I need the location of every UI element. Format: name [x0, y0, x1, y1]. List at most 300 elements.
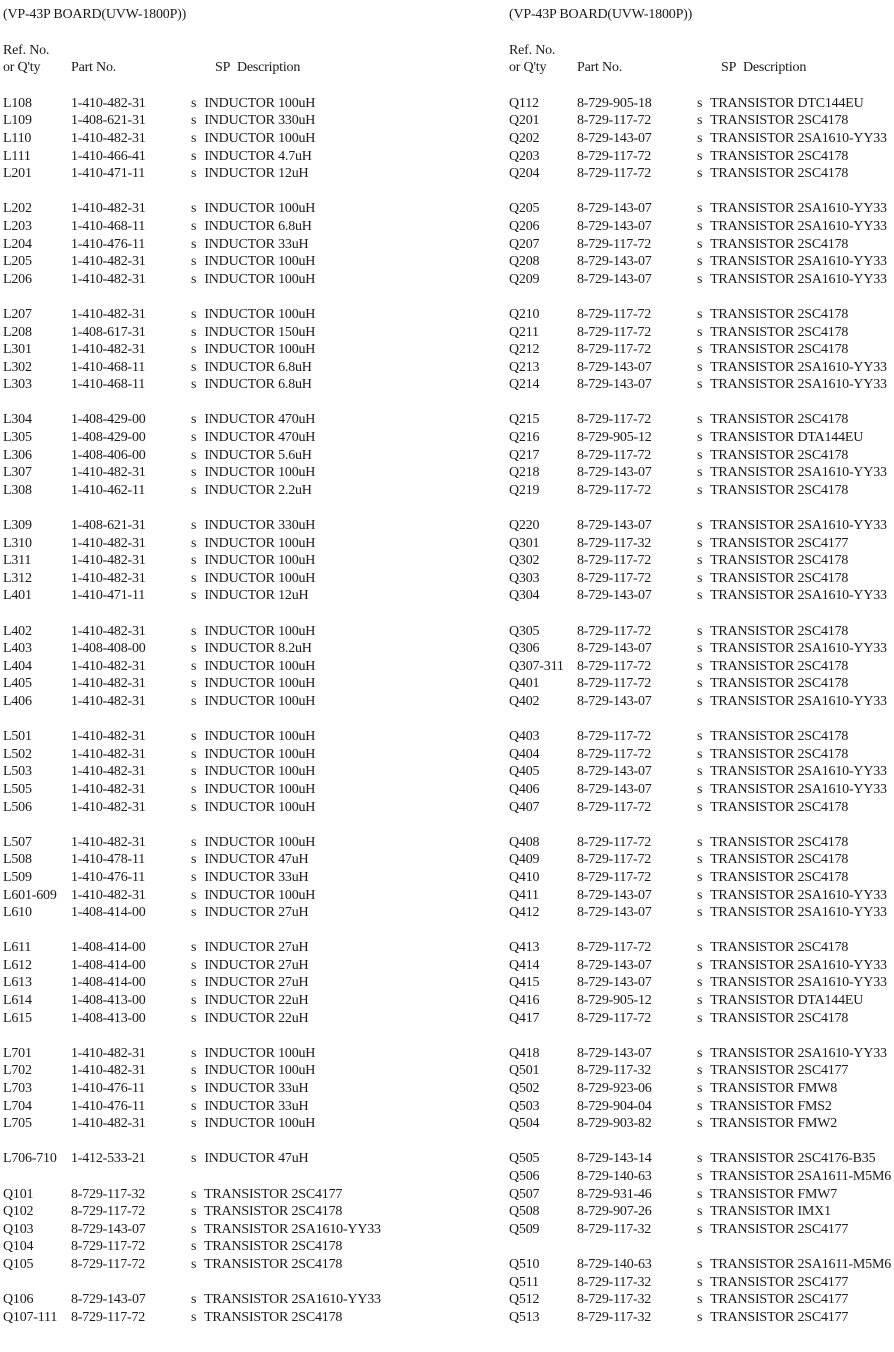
- part-row: [509, 728, 894, 746]
- ref-no: L111: [3, 148, 31, 164]
- sp-flag: s: [191, 905, 197, 921]
- ref-no: L706-710: [3, 1151, 57, 1167]
- part-row: [3, 658, 433, 676]
- part-row: [509, 623, 894, 641]
- ref-no: Q103: [3, 1221, 34, 1237]
- sp-flag: s: [697, 1045, 703, 1061]
- part-no: 1-410-482-31: [71, 1063, 146, 1079]
- parts-group: [3, 200, 433, 288]
- part-no: 1-408-413-00: [71, 1010, 146, 1026]
- part-no: 8-729-905-12: [577, 430, 652, 446]
- part-row: [3, 200, 433, 218]
- sp-flag: s: [191, 1292, 197, 1308]
- part-no: 1-410-482-31: [71, 1116, 146, 1132]
- ref-no: Q201: [509, 113, 540, 129]
- description: INDUCTOR 12uH: [204, 588, 309, 604]
- description: TRANSISTOR 2SA1610-YY33: [710, 957, 887, 973]
- part-row: [3, 728, 433, 746]
- column-header: [3, 59, 433, 77]
- part-row: [3, 904, 433, 922]
- sp-flag: s: [191, 465, 197, 481]
- part-row: [3, 799, 433, 817]
- part-row: [3, 429, 433, 447]
- header-part-no: Part No.: [71, 60, 117, 76]
- part-no: 1-408-414-00: [71, 940, 146, 956]
- parts-list: [509, 95, 894, 1327]
- description: TRANSISTOR 2SA1610-YY33: [710, 254, 887, 270]
- ref-no: L203: [3, 218, 32, 234]
- part-row: [509, 887, 894, 905]
- sp-flag: s: [697, 130, 703, 146]
- sp-flag: s: [191, 975, 197, 991]
- sp-flag: s: [697, 746, 703, 762]
- parts-group: [509, 1045, 894, 1133]
- part-row: [3, 693, 433, 711]
- part-no: 8-729-903-82: [577, 1116, 652, 1132]
- description: TRANSISTOR 2SC4178: [710, 482, 849, 498]
- description: INDUCTOR 150uH: [204, 324, 316, 340]
- sp-flag: s: [191, 1186, 197, 1202]
- ref-no: L207: [3, 306, 32, 322]
- part-no: 8-729-143-07: [71, 1221, 146, 1237]
- description: TRANSISTOR 2SC4176-B35: [710, 1151, 876, 1167]
- ref-no: L110: [3, 130, 32, 146]
- description: INDUCTOR 4.7uH: [204, 148, 312, 164]
- description: TRANSISTOR 2SC4178: [710, 869, 849, 885]
- description: INDUCTOR 47uH: [204, 852, 309, 868]
- description: INDUCTOR 100uH: [204, 271, 316, 287]
- part-no: 1-410-482-31: [71, 130, 146, 146]
- description: INDUCTOR 100uH: [204, 1116, 316, 1132]
- sp-flag: s: [697, 95, 703, 111]
- parts-group: [3, 517, 433, 605]
- sp-flag: s: [697, 535, 703, 551]
- part-no: 8-729-143-07: [577, 254, 652, 270]
- part-row: [509, 253, 894, 271]
- ref-no: Q219: [509, 482, 540, 498]
- sp-flag: s: [191, 957, 197, 973]
- part-no: 1-410-482-31: [71, 535, 146, 551]
- description: INDUCTOR 2.2uH: [204, 482, 312, 498]
- ref-no: Q410: [509, 869, 540, 885]
- part-no: 8-729-117-72: [577, 1010, 652, 1026]
- part-no: 8-729-117-72: [577, 342, 652, 358]
- ref-no: Q508: [509, 1204, 540, 1220]
- ref-no: Q507: [509, 1186, 540, 1202]
- part-no: 1-408-617-31: [71, 324, 146, 340]
- description: TRANSISTOR 2SC4178: [710, 799, 849, 815]
- part-no: 8-729-143-07: [577, 957, 652, 973]
- ref-no: L406: [3, 693, 32, 709]
- parts-group: [3, 834, 433, 922]
- sp-flag: s: [697, 1169, 703, 1184]
- part-no: 1-410-482-31: [71, 1045, 146, 1061]
- description: TRANSISTOR 2SC4178: [710, 236, 849, 252]
- part-no: 1-410-466-41: [71, 148, 146, 164]
- ref-no: Q414: [509, 957, 540, 973]
- sp-flag: s: [191, 342, 197, 358]
- description: TRANSISTOR 2SC4177: [710, 1063, 849, 1079]
- ref-no: L309: [3, 518, 32, 534]
- sp-flag: s: [191, 218, 197, 234]
- part-row: [3, 675, 433, 693]
- sp-flag: s: [697, 905, 703, 921]
- description: TRANSISTOR DTC144EU: [710, 95, 864, 111]
- part-row: [509, 1098, 894, 1116]
- part-row: [509, 781, 894, 799]
- description: INDUCTOR 100uH: [204, 1063, 316, 1079]
- part-no: 8-729-907-26: [577, 1204, 652, 1220]
- ref-no: L614: [3, 993, 32, 1009]
- part-no: 8-729-117-72: [577, 834, 652, 850]
- part-no: 8-729-143-07: [577, 201, 652, 217]
- sp-flag: s: [191, 236, 197, 252]
- sp-flag: s: [191, 746, 197, 762]
- part-row: [3, 1238, 433, 1256]
- ref-no: Q401: [509, 676, 540, 692]
- description: INDUCTOR 100uH: [204, 1045, 316, 1061]
- part-no: 1-410-482-31: [71, 254, 146, 270]
- ref-no: Q506: [509, 1169, 540, 1184]
- header-ref-line-1: Ref. No.: [509, 42, 556, 58]
- ref-no: L405: [3, 676, 32, 692]
- description: TRANSISTOR 2SC4178: [204, 1256, 343, 1272]
- description: TRANSISTOR 2SC4178: [710, 166, 849, 182]
- ref-no: Q304: [509, 588, 540, 604]
- part-row: [3, 324, 433, 342]
- ref-no: Q101: [3, 1186, 34, 1202]
- ref-no: Q512: [509, 1292, 540, 1308]
- ref-no: Q510: [509, 1256, 540, 1272]
- description: TRANSISTOR 2SA1610-YY33: [710, 1045, 887, 1061]
- ref-no: L611: [3, 940, 32, 956]
- part-no: 8-729-117-72: [577, 676, 652, 692]
- ref-no: L311: [3, 553, 32, 569]
- part-row: [509, 429, 894, 447]
- part-row: [3, 218, 433, 236]
- sp-flag: s: [697, 641, 703, 657]
- part-row: [3, 411, 433, 429]
- part-no: 8-729-117-32: [577, 1309, 652, 1325]
- ref-no: Q505: [509, 1151, 540, 1167]
- part-row: [3, 781, 433, 799]
- part-row: [509, 1274, 894, 1292]
- description: TRANSISTOR 2SA1610-YY33: [710, 218, 887, 234]
- ref-no: L507: [3, 834, 32, 850]
- description: INDUCTOR 33uH: [204, 1098, 309, 1114]
- sp-flag: s: [697, 518, 703, 534]
- part-no: 8-729-143-07: [577, 271, 652, 287]
- part-no: 8-729-931-46: [577, 1186, 652, 1202]
- sp-flag: s: [697, 852, 703, 868]
- part-no: 8-729-117-32: [577, 535, 652, 551]
- part-no: 8-729-117-72: [577, 940, 652, 956]
- description: TRANSISTOR IMX1: [710, 1204, 831, 1220]
- sp-flag: s: [697, 1010, 703, 1026]
- part-no: 8-729-117-72: [577, 570, 652, 586]
- sp-flag: s: [191, 764, 197, 780]
- part-row: [509, 1256, 894, 1274]
- ref-no: Q214: [509, 377, 540, 393]
- description: TRANSISTOR 2SC4178: [710, 148, 849, 164]
- right-column: [509, 6, 894, 1344]
- ref-no: L506: [3, 799, 32, 815]
- ref-no: L402: [3, 623, 32, 639]
- part-row: [3, 1098, 433, 1116]
- board-title: (VP-43P BOARD(UVW-1800P)): [509, 7, 693, 22]
- description: TRANSISTOR FMW2: [710, 1116, 838, 1132]
- ref-no: Q204: [509, 166, 540, 182]
- sp-flag: s: [191, 1081, 197, 1097]
- sp-flag: s: [697, 887, 703, 903]
- sp-flag: s: [191, 306, 197, 322]
- description: INDUCTOR 27uH: [204, 940, 309, 956]
- part-no: 1-408-408-00: [71, 641, 146, 657]
- sp-flag: s: [697, 236, 703, 252]
- description: INDUCTOR 100uH: [204, 764, 316, 780]
- part-row: [509, 799, 894, 817]
- ref-no: L205: [3, 254, 32, 270]
- part-row: [3, 1186, 433, 1204]
- sp-flag: s: [191, 658, 197, 674]
- part-row: [509, 200, 894, 218]
- part-row: [509, 552, 894, 570]
- part-row: [509, 130, 894, 148]
- sp-flag: s: [697, 447, 703, 463]
- sp-flag: s: [697, 1204, 703, 1220]
- description: INDUCTOR 6.8uH: [204, 377, 312, 393]
- description: TRANSISTOR 2SA1610-YY33: [710, 905, 887, 921]
- part-row: [3, 130, 433, 148]
- part-no: 8-729-117-72: [577, 852, 652, 868]
- sp-flag: s: [191, 324, 197, 340]
- sp-flag: s: [191, 940, 197, 956]
- part-no: 8-729-117-72: [577, 746, 652, 762]
- part-row: [3, 1256, 433, 1274]
- description: INDUCTOR 5.6uH: [204, 447, 312, 463]
- ref-no: L702: [3, 1063, 32, 1079]
- part-row: [509, 1221, 894, 1239]
- description: INDUCTOR 100uH: [204, 465, 316, 481]
- ref-no: Q206: [509, 218, 540, 234]
- part-no: 8-729-117-72: [71, 1239, 146, 1255]
- sp-flag: s: [697, 113, 703, 129]
- description: INDUCTOR 100uH: [204, 729, 316, 745]
- sp-flag: s: [697, 1151, 703, 1167]
- description: INDUCTOR 470uH: [204, 430, 316, 446]
- sp-flag: s: [697, 940, 703, 956]
- ref-no: Q402: [509, 693, 540, 709]
- header-sp-description: [697, 60, 806, 75]
- description: TRANSISTOR 2SA1610-YY33: [710, 975, 887, 991]
- part-row: [3, 552, 433, 570]
- sp-flag: s: [191, 430, 197, 446]
- part-no: 1-410-482-31: [71, 570, 146, 586]
- ref-no: L312: [3, 570, 32, 586]
- part-no: 1-408-414-00: [71, 975, 146, 991]
- sp-flag: s: [697, 553, 703, 569]
- ref-no: Q106: [3, 1292, 34, 1308]
- ref-no: L303: [3, 377, 32, 393]
- part-row: [509, 148, 894, 166]
- sp-flag: s: [697, 570, 703, 586]
- part-row: [3, 464, 433, 482]
- ref-no: Q509: [509, 1221, 540, 1237]
- part-no: 1-410-482-31: [71, 271, 146, 287]
- description: TRANSISTOR 2SA1610-YY33: [710, 641, 887, 657]
- sp-flag: s: [697, 693, 703, 709]
- sp-flag: s: [191, 570, 197, 586]
- description: TRANSISTOR 2SC4178: [710, 1010, 849, 1026]
- sp-flag: s: [191, 1116, 197, 1132]
- description: TRANSISTOR 2SC4178: [204, 1309, 343, 1325]
- part-no: 8-729-143-07: [577, 887, 652, 903]
- description: INDUCTOR 100uH: [204, 693, 316, 709]
- parts-group: [509, 517, 894, 605]
- description: INDUCTOR 47uH: [204, 1151, 309, 1167]
- ref-no: Q302: [509, 553, 540, 569]
- description: INDUCTOR 27uH: [204, 957, 309, 973]
- part-row: [509, 341, 894, 359]
- part-row: [3, 1203, 433, 1221]
- description: INDUCTOR 100uH: [204, 676, 316, 692]
- description: INDUCTOR 22uH: [204, 993, 309, 1009]
- sp-flag: s: [697, 1116, 703, 1132]
- sp-flag: s: [697, 306, 703, 322]
- ref-no: Q207: [509, 236, 540, 252]
- header-sp: SP: [215, 60, 231, 76]
- sp-flag: s: [697, 1098, 703, 1114]
- ref-no: Q220: [509, 518, 540, 534]
- ref-no: L202: [3, 201, 32, 217]
- description: TRANSISTOR 2SA1610-YY33: [710, 201, 887, 217]
- part-no: 1-412-533-21: [71, 1151, 146, 1167]
- ref-no: Q502: [509, 1081, 540, 1097]
- ref-no: Q102: [3, 1204, 34, 1220]
- part-row: [509, 693, 894, 711]
- part-no: 1-410-468-11: [71, 377, 146, 393]
- part-no: 8-729-143-07: [577, 218, 652, 234]
- part-no: 8-729-117-72: [577, 553, 652, 569]
- part-no: 8-729-117-72: [577, 799, 652, 815]
- part-no: 8-729-143-07: [577, 764, 652, 780]
- part-no: 8-729-143-07: [577, 905, 652, 921]
- sp-flag: s: [697, 799, 703, 815]
- part-no: 1-410-482-31: [71, 95, 146, 111]
- ref-no: L301: [3, 342, 32, 358]
- part-no: 8-729-117-72: [71, 1204, 146, 1220]
- sp-flag: s: [191, 482, 197, 498]
- part-row: [3, 587, 433, 605]
- description: TRANSISTOR 2SA1610-YY33: [710, 781, 887, 797]
- part-no: 8-729-117-72: [577, 412, 652, 428]
- part-row: [3, 1115, 433, 1133]
- part-row: [3, 570, 433, 588]
- description: TRANSISTOR 2SA1610-YY33: [204, 1221, 381, 1237]
- parts-group: [509, 95, 894, 183]
- part-row: [3, 834, 433, 852]
- part-row: [3, 763, 433, 781]
- part-no: 8-729-117-72: [577, 324, 652, 340]
- part-row: [509, 851, 894, 869]
- part-no: 8-729-117-72: [577, 113, 652, 129]
- sp-flag: s: [697, 1186, 703, 1202]
- ref-no: L701: [3, 1045, 32, 1061]
- part-no: 1-410-478-11: [71, 852, 146, 868]
- ref-no: Q301: [509, 535, 540, 551]
- ref-no: L304: [3, 412, 32, 428]
- sp-flag: s: [697, 676, 703, 692]
- part-row: [509, 359, 894, 377]
- description: TRANSISTOR 2SC4177: [710, 1292, 849, 1308]
- ref-no: L705: [3, 1116, 32, 1132]
- part-no: 1-410-482-31: [71, 834, 146, 850]
- ref-no: L308: [3, 482, 32, 498]
- ref-no: L404: [3, 658, 32, 674]
- description: TRANSISTOR 2SC4178: [710, 834, 849, 850]
- part-no: 8-729-905-18: [577, 95, 652, 111]
- parts-list: [3, 95, 433, 1327]
- ref-no: Q215: [509, 412, 540, 428]
- part-row: [3, 623, 433, 641]
- part-row: [509, 763, 894, 781]
- part-row: [3, 851, 433, 869]
- sp-flag: s: [191, 535, 197, 551]
- part-no: 8-729-117-72: [577, 658, 652, 674]
- part-row: [3, 112, 433, 130]
- ref-no: Q211: [509, 324, 539, 340]
- ref-no: Q416: [509, 993, 540, 1009]
- part-row: [509, 570, 894, 588]
- part-row: [509, 939, 894, 957]
- part-row: [509, 306, 894, 324]
- sp-flag: s: [697, 359, 703, 375]
- part-no: 8-729-117-72: [577, 623, 652, 639]
- description: TRANSISTOR 2SC4177: [710, 1274, 849, 1290]
- part-no: 1-408-413-00: [71, 993, 146, 1009]
- part-no: 8-729-143-07: [577, 975, 652, 991]
- part-no: 8-729-143-07: [71, 1292, 146, 1308]
- parts-group: [509, 411, 894, 499]
- sp-flag: s: [191, 1098, 197, 1114]
- description: TRANSISTOR 2SC4178: [204, 1204, 343, 1220]
- parts-group: [509, 623, 894, 711]
- part-row: [509, 112, 894, 130]
- description: INDUCTOR 100uH: [204, 570, 316, 586]
- part-row: [509, 1045, 894, 1063]
- ref-no: Q418: [509, 1045, 540, 1061]
- sp-flag: s: [697, 201, 703, 217]
- ref-no: Q105: [3, 1256, 34, 1272]
- part-row: [3, 1080, 433, 1098]
- sp-flag: s: [191, 799, 197, 815]
- description: TRANSISTOR 2SC4178: [710, 412, 849, 428]
- ref-no: Q411: [509, 887, 539, 903]
- part-no: 8-729-143-07: [577, 377, 652, 393]
- description: TRANSISTOR 2SC4178: [710, 940, 849, 956]
- part-row: [3, 165, 433, 183]
- part-no: 1-410-482-31: [71, 342, 146, 358]
- part-row: [3, 359, 433, 377]
- ref-no: L704: [3, 1098, 32, 1114]
- ref-no: L204: [3, 236, 32, 252]
- ref-no: Q403: [509, 729, 540, 745]
- ref-no: L601-609: [3, 887, 57, 903]
- sp-flag: s: [697, 834, 703, 850]
- ref-no: L610: [3, 905, 32, 921]
- ref-no: L403: [3, 641, 32, 657]
- ref-no: L505: [3, 781, 32, 797]
